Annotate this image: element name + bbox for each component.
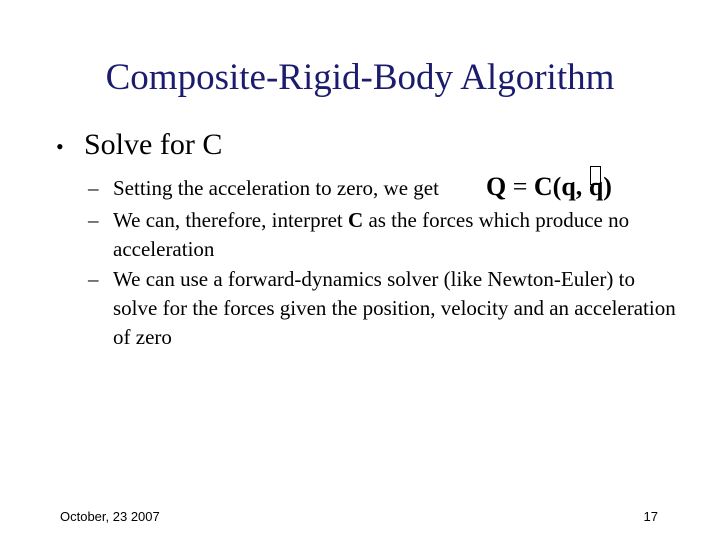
dash-marker: – xyxy=(88,267,99,291)
equation xyxy=(486,172,612,202)
dash-marker: – xyxy=(88,208,99,232)
sub-bullet-text: We can, therefore, interpret C as the forces which produce no acceleration xyxy=(113,208,630,261)
bold-variable: C xyxy=(348,208,364,232)
dash-marker: – xyxy=(88,176,99,200)
equation-rhs-end: ) xyxy=(603,172,612,201)
q-dot-variable: q xyxy=(589,172,603,201)
bullet-marker: • xyxy=(56,134,64,159)
bullet-text: Solve for C xyxy=(84,128,223,161)
equation-sign: = xyxy=(512,172,528,201)
equation-rhs-start: C(q, xyxy=(533,172,589,201)
missing-glyph-icon xyxy=(590,166,601,185)
slide-title: Composite-Rigid-Body Algorithm xyxy=(105,57,615,98)
sub-bullet-text: Setting the acceleration to zero, we get xyxy=(113,176,439,200)
equation-lhs: Q xyxy=(486,172,507,201)
sub-bullet-text: We can use a forward-dynamics solver (like Newton-Euler) to solve for the forces given the position, velocity and an acceleration of zero xyxy=(113,267,676,349)
footer-date: October, 23 2007 xyxy=(60,509,160,524)
page-number: 17 xyxy=(643,509,658,524)
